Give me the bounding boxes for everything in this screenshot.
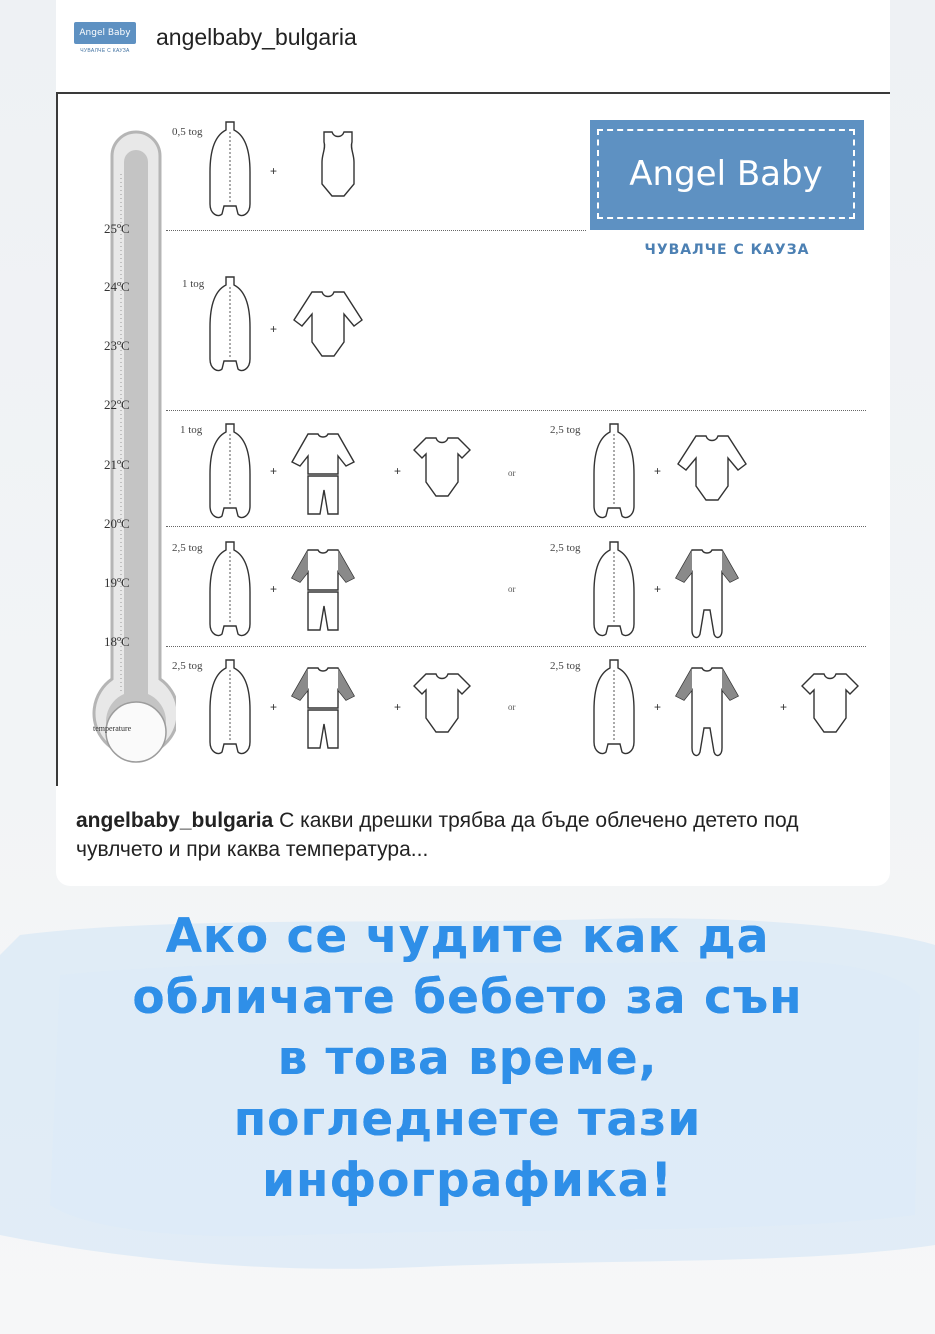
story-line: Ако се чудите как да xyxy=(165,909,770,964)
tog-label-row5-left: 2,5 tog xyxy=(172,660,203,672)
caption-text: С какви дрешки трябва да бъде облечено детето под чувлчето и при каква температура... xyxy=(76,809,799,861)
temp-label-20: 20ºC xyxy=(104,516,130,531)
story-line: инфографика! xyxy=(262,1153,673,1208)
or-label-row4: or xyxy=(508,584,516,594)
avatar-logo: Angel Baby xyxy=(74,22,136,44)
plus-sign: + xyxy=(394,464,402,478)
clothing-illustrations xyxy=(56,92,890,784)
plus-sign: + xyxy=(270,582,278,596)
tog-label-row4-right: 2,5 tog xyxy=(550,542,581,554)
tog-label-row4-left: 2,5 tog xyxy=(172,542,203,554)
plus-sign: + xyxy=(270,700,278,714)
story-line: в това време, xyxy=(277,1031,658,1086)
brand-subtitle: ЧУВАЛЧЕ С КАУЗА xyxy=(644,242,810,258)
temp-label-25: 25ºC xyxy=(104,221,130,236)
temp-label-19: 19ºC xyxy=(104,575,130,590)
or-label-row3: or xyxy=(508,468,516,478)
plus-sign: + xyxy=(394,700,402,714)
infographic-image xyxy=(56,92,890,786)
or-label-row5: or xyxy=(508,702,516,712)
plus-sign: + xyxy=(270,322,278,336)
temp-label-18: 18ºC xyxy=(104,634,130,649)
temp-label-21: 21ºC xyxy=(104,457,130,472)
tog-label-row2: 1 tog xyxy=(182,278,205,290)
temp-label-23: 23ºC xyxy=(104,338,130,353)
story-line: погледнете тази xyxy=(233,1092,702,1147)
plus-sign: + xyxy=(780,700,788,714)
tog-label-row5-right: 2,5 tog xyxy=(550,660,581,672)
post-header xyxy=(56,0,890,80)
instagram-post-card[interactable] xyxy=(56,0,890,886)
story-overlay-text xyxy=(30,906,905,1211)
brand-title: Angel Baby xyxy=(629,154,823,194)
caption-username[interactable]: angelbaby_bulgaria xyxy=(76,809,274,832)
tog-label-row3-right: 2,5 tog xyxy=(550,424,581,436)
temp-label-22: 22ºC xyxy=(104,397,130,412)
tog-label-row1: 0,5 tog xyxy=(172,126,203,138)
plus-sign: + xyxy=(270,164,278,178)
temp-label-24: 24ºC xyxy=(104,279,130,294)
post-username[interactable]: angelbaby_bulgaria xyxy=(156,24,357,50)
plus-sign: + xyxy=(654,700,662,714)
thermometer-label: temperature xyxy=(93,724,132,733)
tog-label-row3-left: 1 tog xyxy=(180,424,203,436)
plus-sign: + xyxy=(270,464,278,478)
plus-sign: + xyxy=(654,464,662,478)
post-caption[interactable] xyxy=(76,806,866,864)
avatar-logo-subtitle: ЧУВАЛЧЕ С КАУЗА xyxy=(80,48,130,54)
story-line: обличате бебето за сън xyxy=(132,970,803,1025)
avatar[interactable] xyxy=(68,14,144,64)
plus-sign: + xyxy=(654,582,662,596)
